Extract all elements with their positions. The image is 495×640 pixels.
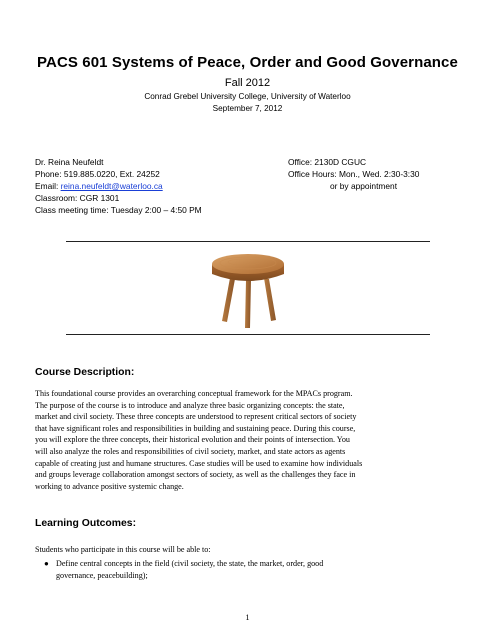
paragraph-line: This foundational course provides an overarching conceptual framework for the MPACs program. [35, 389, 353, 398]
learning-outcomes-intro [35, 544, 467, 556]
list-item-line: Define central concepts in the field (civil society, the state, the market, order, good [56, 559, 324, 568]
classroom: Classroom: CGR 1301 [35, 193, 120, 204]
outcome-list-item [44, 558, 324, 581]
paragraph-line: working to advance positive systemic change. [35, 481, 184, 491]
document-title: PACS 601 Systems of Peace, Order and Good Governance [37, 54, 458, 71]
office-info [288, 156, 419, 192]
paragraph-line: you will explore the three concepts, their historical evolution and their points of intersection. You [35, 435, 350, 445]
document-date: September 7, 2012 [212, 104, 283, 113]
instructor-contact [35, 156, 202, 216]
learning-outcomes-heading: Learning Outcomes: [35, 518, 137, 529]
stool-image [208, 244, 288, 330]
instructor-email-line [35, 180, 202, 192]
instructor-name: Dr. Reina Neufeldt [35, 157, 104, 167]
list-item-line: governance, peacebuilding); [56, 570, 148, 580]
office: Office: 2130D CGUC [288, 157, 367, 167]
appointment-note: or by appointment [330, 181, 398, 192]
term: Fall 2012 [224, 77, 271, 89]
email-label: Email: [35, 181, 61, 192]
divider-bottom [66, 334, 430, 335]
office-hours: Office Hours: Mon., Wed. 2:30-3:30 [288, 169, 420, 180]
page-number: 1 [245, 613, 250, 622]
institution: Conrad Grebel University College, University of Waterloo [144, 92, 351, 101]
intro-line: Students who participate in this course will be able to: [35, 545, 211, 554]
course-description-body [35, 388, 467, 492]
paragraph-line: capable of creating just and humane structures. Case studies will be used to examine how individuals [35, 458, 363, 468]
instructor-phone: Phone: 519.885.0220, Ext. 24252 [35, 169, 160, 180]
paragraph-line: and groups leverage collaboration amongst sectors of society, as well as the challenges they face in [35, 470, 356, 480]
email-link[interactable]: reina.neufeldt@waterloo.ca [60, 181, 163, 192]
paragraph-line: will also analyze the roles and responsibilities of civil society, market, and state actors as agents [35, 446, 346, 456]
paragraph-line: that have significant roles and responsibilities in building and sustaining peace. During this course, [35, 423, 356, 433]
paragraph-line: The purpose of the course is to introduce and analyze three basic organizing concepts: the state, [35, 400, 345, 410]
paragraph-line: market and civil society. These three concepts are understood to represent critical sectors of society [35, 412, 357, 422]
divider-top [66, 241, 430, 242]
bullet-icon: ● [44, 559, 49, 568]
course-description-heading: Course Description: [35, 367, 135, 378]
meeting-time: Class meeting time: Tuesday 2:00 – 4:50 PM [35, 205, 202, 216]
